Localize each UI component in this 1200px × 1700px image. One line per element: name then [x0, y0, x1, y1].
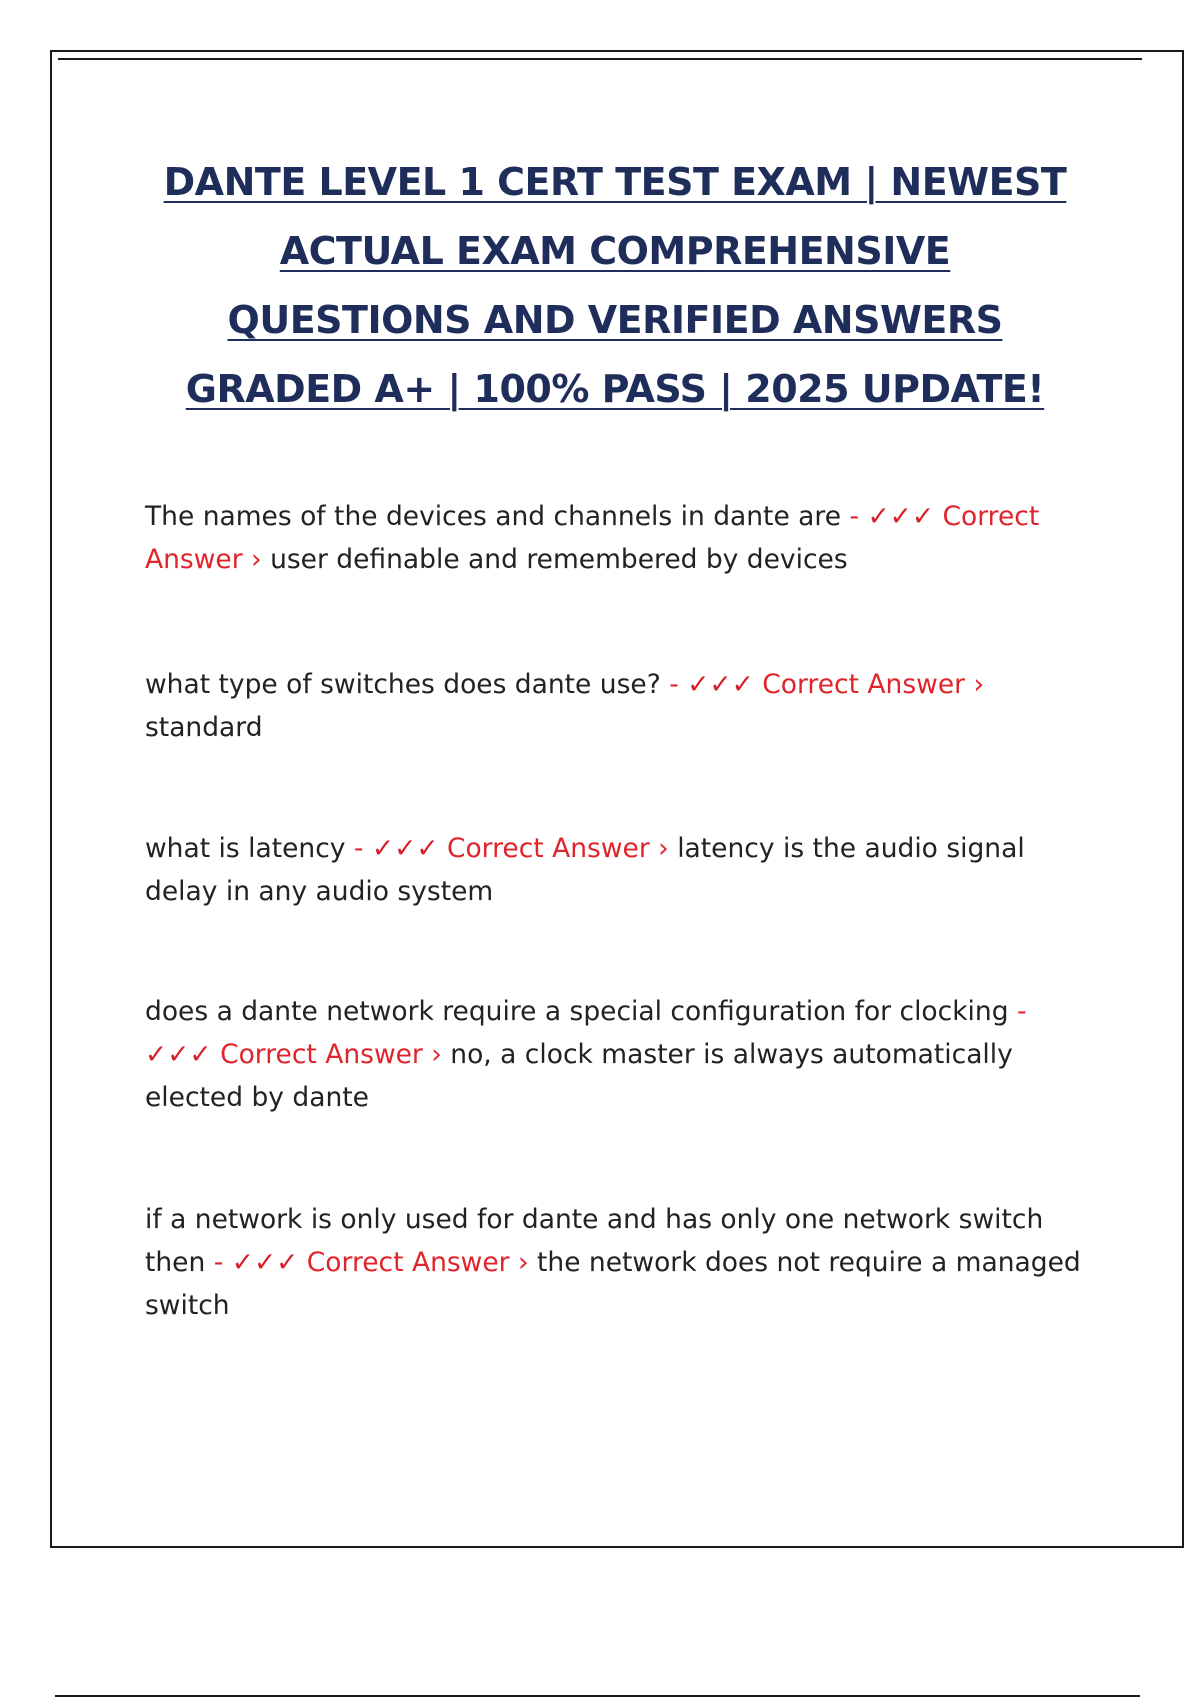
- qa-item: [145, 990, 1085, 1119]
- document-title: [95, 148, 1135, 424]
- answer-separator: -: [849, 501, 860, 532]
- answer-text: user definable and remembered by devices: [270, 544, 848, 575]
- correct-answer-marker: Correct Answer ›: [220, 1039, 442, 1070]
- check-marks-icon: ✓✓✓: [687, 669, 754, 700]
- answer-separator: -: [669, 669, 679, 700]
- title-line-3: QUESTIONS AND VERIFIED ANSWERS: [227, 298, 1003, 342]
- qa-item: [145, 495, 1085, 581]
- qa-item: [145, 663, 1085, 749]
- answer-separator: -: [213, 1247, 224, 1278]
- answer-text: the network does not require a managed switch: [145, 1247, 1081, 1321]
- bottom-rule: [55, 1695, 1140, 1697]
- qa-item: [145, 827, 1085, 913]
- title-line-1: DANTE LEVEL 1 CERT TEST EXAM | NEWEST: [163, 160, 1067, 204]
- answer-text: no, a clock master is always automatically elected by dante: [145, 1039, 1013, 1113]
- title-line-2: ACTUAL EXAM COMPREHENSIVE: [279, 229, 951, 273]
- answer-separator: -: [1016, 996, 1027, 1027]
- question-text: what is latency: [145, 833, 346, 864]
- correct-answer-marker: Correct Answer ›: [762, 669, 985, 700]
- question-text: if a network is only used for dante and has only one network switch then: [145, 1204, 1044, 1278]
- answer-text: latency is the audio signal delay in any audio system: [145, 833, 1025, 907]
- check-marks-icon: ✓✓✓: [371, 833, 439, 864]
- top-rule: [58, 58, 1142, 60]
- title-line-4: GRADED A+ | 100% PASS | 2025 UPDATE!: [185, 367, 1045, 411]
- answer-separator: -: [353, 833, 364, 864]
- question-text: The names of the devices and channels in dante are: [145, 501, 842, 532]
- correct-answer-marker: Correct Answer ›: [446, 833, 669, 864]
- question-text: what type of switches does dante use?: [145, 669, 661, 700]
- check-marks-icon: ✓✓✓: [867, 501, 935, 532]
- answer-text: standard: [145, 712, 263, 743]
- question-text: does a dante network require a special configuration for clocking: [145, 996, 1009, 1027]
- check-marks-icon: ✓✓✓: [145, 1039, 212, 1070]
- check-marks-icon: ✓✓✓: [231, 1247, 299, 1278]
- correct-answer-marker: Correct Answer ›: [145, 501, 1040, 575]
- correct-answer-marker: Correct Answer ›: [306, 1247, 529, 1278]
- qa-item: [145, 1198, 1085, 1327]
